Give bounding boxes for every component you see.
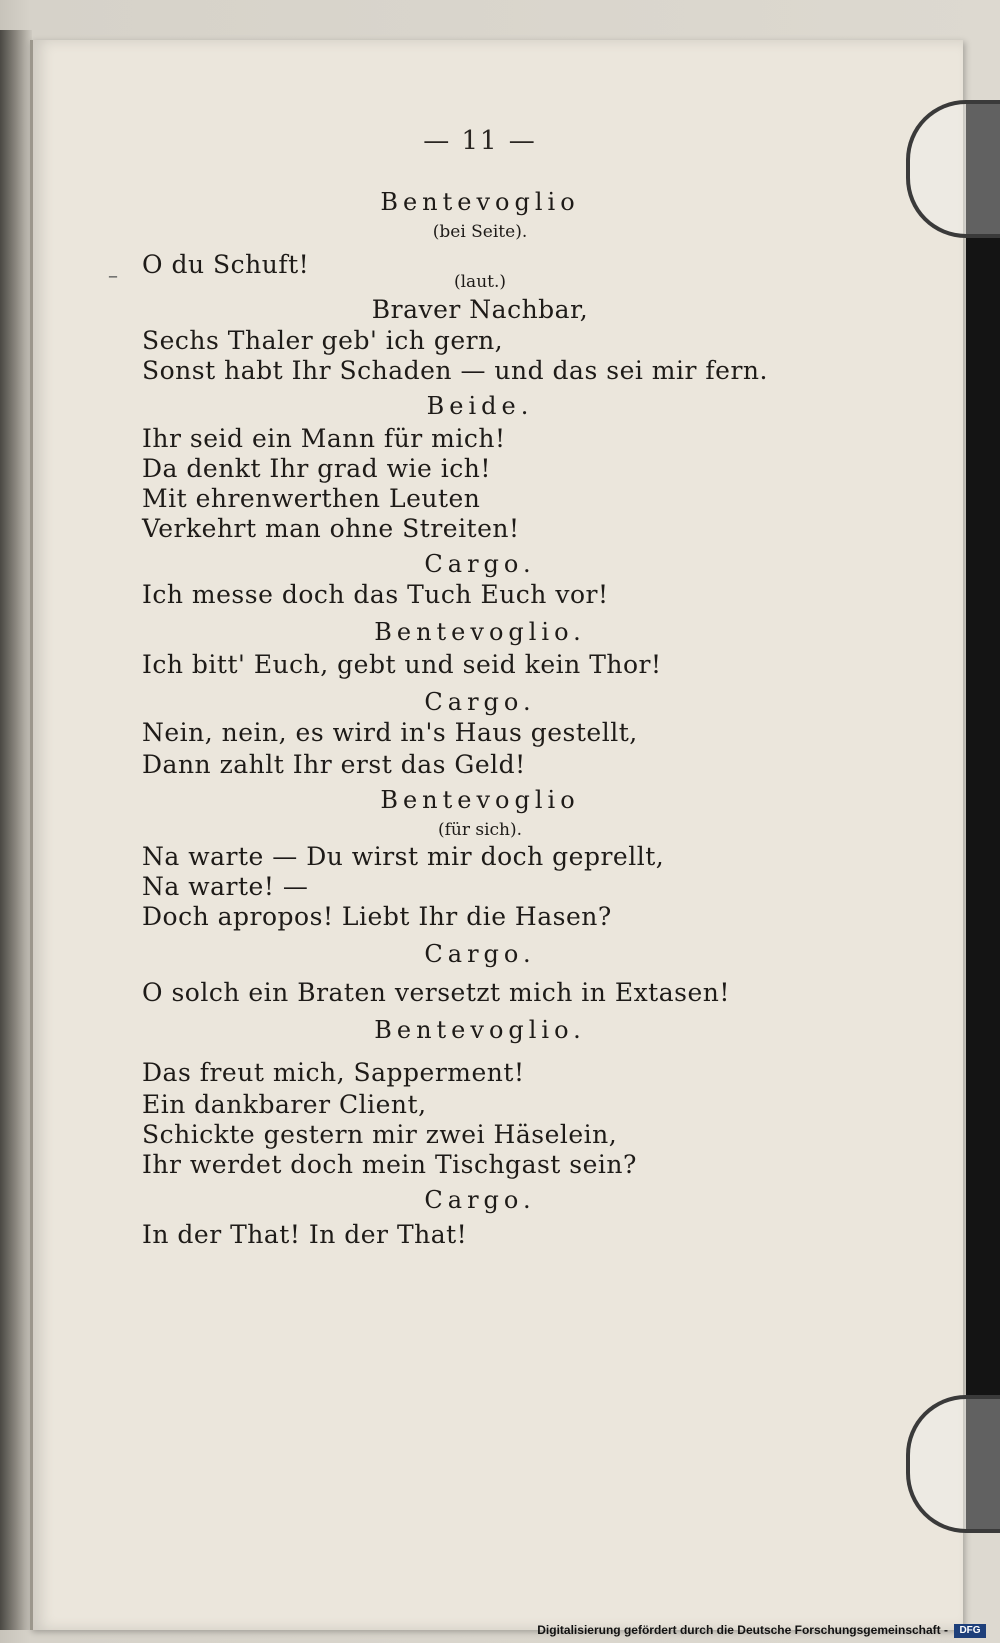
verse-line: Sonst habt Ihr Schaden — und das sei mir fern. <box>142 356 768 385</box>
verse-line: Schickte gestern mir zwei Häselein, <box>142 1120 618 1149</box>
speaker-name: Beide. <box>426 392 534 420</box>
dfg-logo: DFG <box>954 1624 986 1638</box>
speaker-name: Bentevoglio <box>380 786 580 814</box>
verse-line: Dann zahlt Ihr erst das Geld! <box>142 750 526 779</box>
speaker-name: Cargo. <box>424 550 536 578</box>
verse-line: Ein dankbarer Client, <box>142 1090 427 1119</box>
verse-line: Ihr werdet doch mein Tischgast sein? <box>142 1150 637 1179</box>
speaker-name: Cargo. <box>424 1186 536 1214</box>
verse-line: Da denkt Ihr grad wie ich! <box>142 454 491 483</box>
verse-line: In der That! In der That! <box>142 1220 468 1249</box>
margin-mark: – <box>108 263 118 287</box>
stage-direction: (laut.) <box>453 272 507 292</box>
verse-line: Mit ehrenwerthen Leuten <box>142 484 481 513</box>
verse-line: O solch ein Braten versetzt mich in Extasen! <box>142 978 730 1007</box>
verse-line: Sechs Thaler geb' ich gern, <box>142 326 504 355</box>
verse-line: Na warte! — <box>142 872 309 901</box>
verse-line: Ich bitt' Euch, gebt und seid kein Thor! <box>142 650 662 679</box>
page-number: — 11 — <box>423 126 537 156</box>
verse-line: Doch apropos! Liebt Ihr die Hasen? <box>142 902 612 931</box>
speaker-name: Bentevoglio <box>380 188 580 216</box>
speaker-name: Cargo. <box>424 688 536 716</box>
stage-direction: (für sich). <box>437 820 523 840</box>
verse-line: O du Schuft! <box>142 250 310 279</box>
verse-line: Ihr seid ein Mann für mich! <box>142 424 506 453</box>
speaker-name: Bentevoglio. <box>374 618 586 646</box>
verse-line: Ich messe doch das Tuch Euch vor! <box>142 580 609 609</box>
scanner-bar <box>966 100 1000 1530</box>
footer-credit: Digitalisierung gefördert durch die Deutsche Forschungsgemeinschaft - <box>537 1623 948 1637</box>
stage-direction: (bei Seite). <box>432 222 528 242</box>
page-clip-top <box>906 100 1000 238</box>
verse-line: Das freut mich, Sapperment! <box>142 1058 525 1087</box>
verse-line: Na warte — Du wirst mir doch geprellt, <box>142 842 665 871</box>
speaker-name: Cargo. <box>424 940 536 968</box>
page-clip-bottom <box>906 1395 1000 1533</box>
verse-line: Verkehrt man ohne Streiten! <box>142 514 520 543</box>
speaker-name: Bentevoglio. <box>374 1016 586 1044</box>
verse-line: Braver Nachbar, <box>371 295 589 324</box>
verse-line: Nein, nein, es wird in's Haus gestellt, <box>142 718 638 747</box>
